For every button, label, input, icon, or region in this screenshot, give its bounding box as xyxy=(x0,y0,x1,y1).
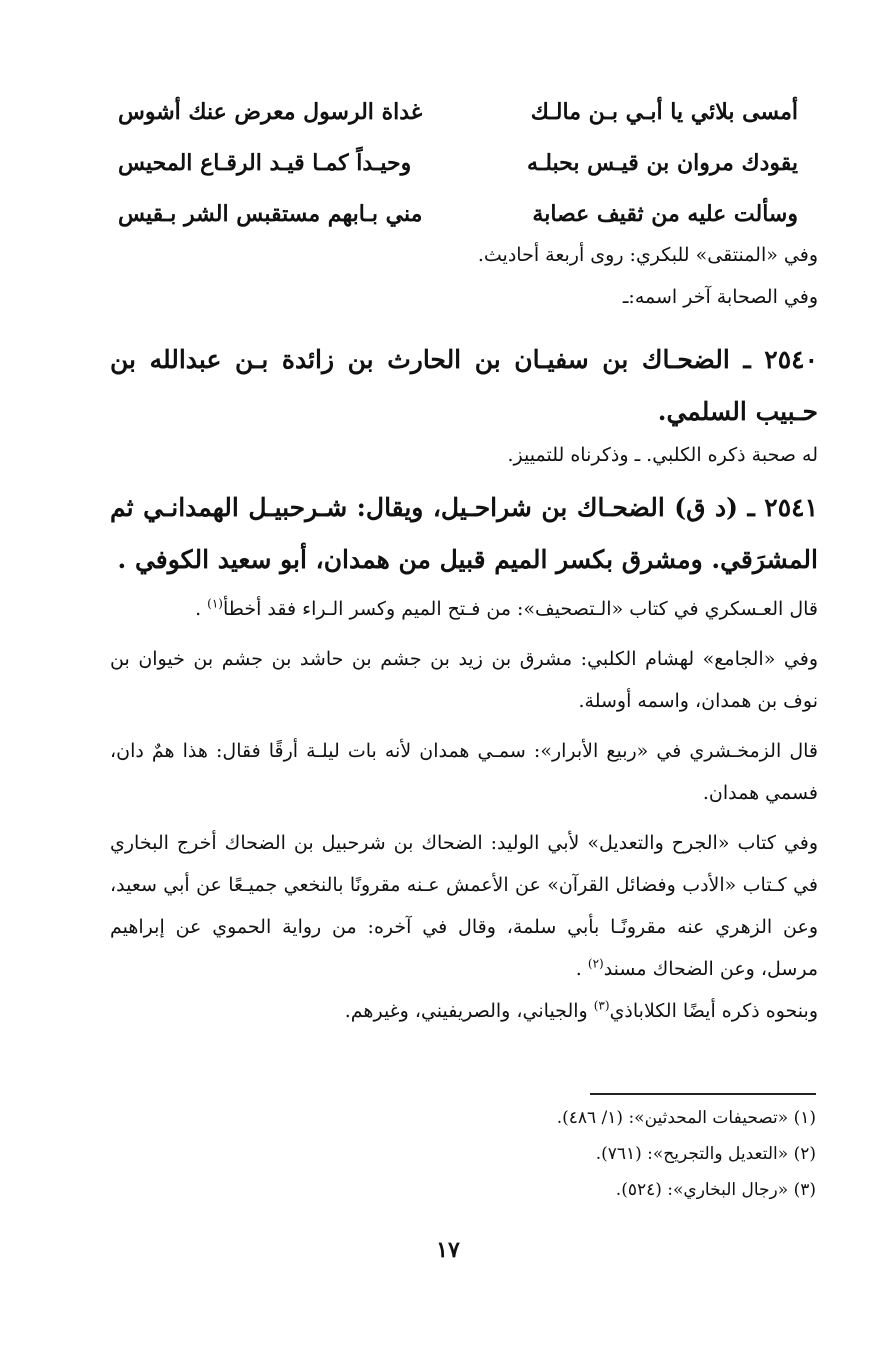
poem-verses xyxy=(118,86,798,239)
entry-heading-2541: ٢٥٤١ ـ (د ق) الضحـاك بن شراحـيل، ويقال: شـرحبيـل الهمدانـي ثم المشرَقي. ومشرق بكسر الميم قبيل من همدان، أبو سعيد الكوفي . xyxy=(110,493,818,574)
entry-block-2541 xyxy=(110,482,818,586)
kalabadhi-text: وبنحوه ذكره أيضًا الكلاباذي xyxy=(609,1000,818,1022)
paragraph-zamakhshari: قال الزمخـشري في «ربيع الأبرار»: سمـي همدان لأنه بات ليلـة أرقًا فقال: هذا همٌ دان، فسمي همدان. xyxy=(110,740,818,804)
footnote-3: (٣) «رجال البخاري»: (٥٢٤). xyxy=(615,1180,816,1200)
paragraph-another-companion: وفي الصحابة آخر اسمه:ـ xyxy=(622,286,818,308)
paragraph-kalabadhi xyxy=(110,990,818,1032)
entry-block-2540 xyxy=(110,334,818,438)
verse-first-hemistich: أمسى بلائي يا أبـي بـن مالـك xyxy=(530,98,798,125)
jarh-end: . xyxy=(575,958,588,980)
verse-second-hemistich: مني بـابهم مستقبس الشر بـقيس xyxy=(118,200,423,227)
askari-end: . xyxy=(195,598,208,620)
paragraph-askari xyxy=(110,588,818,630)
paragraph-muntaqa: وفي «المنتقى» للبكري: روى أربعة أحاديث. xyxy=(477,244,818,266)
page-number: ١٧ xyxy=(436,1237,460,1263)
entry-heading-2540: ٢٥٤٠ ـ الضحـاك بن سفيـان بن الحارث بن زائدة بـن عبدالله بن حـبيب السلمي. xyxy=(110,345,818,426)
kalabadhi-end: والجياني، والصريفيني، وغيرهم. xyxy=(344,1000,594,1022)
footnote-ref: (٢) xyxy=(587,956,604,971)
paragraph-jarh-tadil xyxy=(110,822,818,990)
jarh-text: وفي كتاب «الجرح والتعديل» لأبي الوليد: الضحاك بن شرحبيل بن الضحاك أخرج البخاري في كـتاب «الأدب وفضائل القرآن» عن الأعمش عـنه مقرونًا بالنخعي جميـعًا عن أبي سعيد، وعن الزهري عنه مقرونًـا بأبي سلمة، وقال في آخره: من رواية الحموي عن إبراهيم مرسل، وعن الضحاك مسند xyxy=(110,832,818,980)
footnote-ref: (١) xyxy=(207,596,223,611)
verse-second-hemistich: غداة الرسول معرض عنك أشوس xyxy=(118,98,423,125)
main-text xyxy=(110,234,818,318)
verse-first-hemistich: وسألت عليه من ثقيف عصابة xyxy=(532,200,798,227)
verse-line xyxy=(118,86,798,137)
verse-first-hemistich: يقودك مروان بن قيـس بحبلـه xyxy=(526,149,798,176)
entry-body-2541 xyxy=(110,588,818,1032)
verse-line xyxy=(118,137,798,188)
entry-note-2540 xyxy=(110,434,818,476)
verse-line xyxy=(118,188,798,239)
verse-second-hemistich: وحيـداً كمـا قيـد الرقـاع المحيس xyxy=(118,149,412,176)
footnote-separator xyxy=(590,1093,816,1095)
footnote-2: (٢) «التعديل والتجريح»: (٧٦١). xyxy=(595,1144,816,1164)
paragraph-kalbi: له صحبة ذكره الكلبي. ـ وذكرناه للتمييز. xyxy=(507,444,818,466)
askari-text: قال العـسكري في كتاب «الـتصحيف»: من فـتح الميم وكسر الـراء فقد أخطأ xyxy=(222,598,818,620)
footnote-1: (١) «تصحيفات المحدثين»: (١/ ٤٨٦). xyxy=(556,1108,816,1128)
paragraph-jami: وفي «الجامع» لهشام الكلبي: مشرق بن زيد بن جشم بن حاشد بن جشم بن خيوان بن نوف بن همدان، واسمه أوسلة. xyxy=(110,648,818,712)
footnote-ref: (٣) xyxy=(593,998,610,1013)
